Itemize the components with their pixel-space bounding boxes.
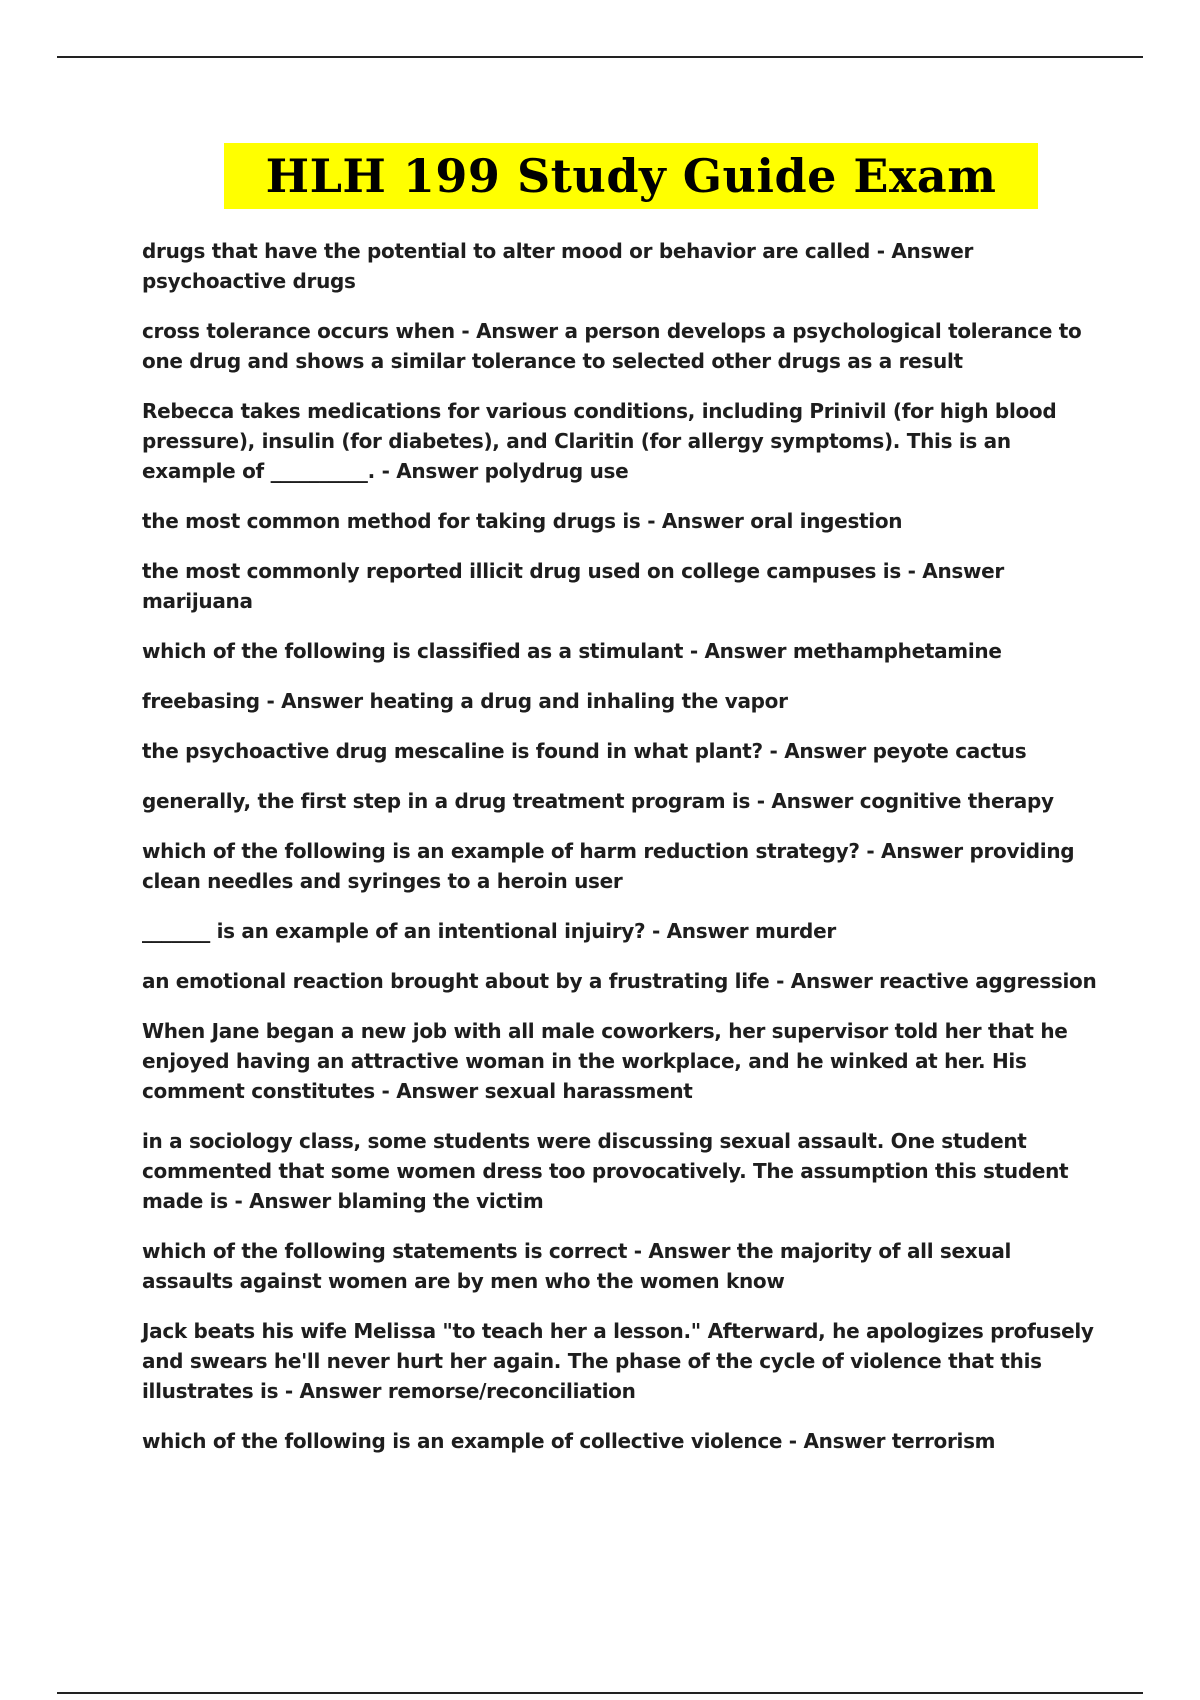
qa-item: When Jane began a new job with all male coworkers, her supervisor told her that he enjoyed having an attractive woman in the workplace, and he winked at her. His comment constitutes - Answer sexual harassment	[142, 1019, 1068, 1103]
qa-item: which of the following is an example of collective violence - Answer terrorism	[142, 1429, 996, 1453]
qa-item: _______ is an example of an intentional injuiry? - Answer murder	[142, 919, 836, 943]
qa-item: an emotional reaction brought about by a frustrating life - Answer reactive aggression	[142, 969, 1097, 993]
qa-item: freebasing - Answer heating a drug and inhaling the vapor	[142, 689, 788, 713]
question-answer-list	[142, 236, 1102, 1476]
qa-item: drugs that have the potential to alter mood or behavior are called - Answer psychoactive drugs	[142, 239, 974, 293]
qa-item: cross tolerance occurs when - Answer a person develops a psychological tolerance to one drug and shows a similar tolerance to selected other drugs as a result	[142, 319, 1082, 373]
qa-item: the most common method for taking drugs is - Answer oral ingestion	[142, 509, 903, 533]
qa-item: Rebecca takes medications for various conditions, including Prinivil (for high blood pressure), insulin (for diabetes), and Claritin (for allergy symptoms). This is an example of __________. - Answer polydrug use	[142, 399, 1057, 483]
qa-item: generally, the first step in a drug treatment program is - Answer cognitive therapy	[142, 789, 1054, 813]
footer-rule	[57, 1692, 1143, 1694]
qa-item: Jack beats his wife Melissa "to teach her a lesson." Afterward, he apologizes profusely and swears he'll never hurt her again. The phase of the cycle of violence that this illustrates is - Answer remorse/reconciliation	[142, 1319, 1094, 1403]
header-rule	[57, 56, 1143, 58]
title-highlight	[224, 143, 1038, 209]
qa-item: which of the following is an example of harm reduction strategy? - Answer providing clean needles and syringes to a heroin user	[142, 839, 1075, 893]
qa-item: the most commonly reported illicit drug used on college campuses is - Answer marijuana	[142, 559, 1004, 613]
document-title: HLH 199 Study Guide Exam	[265, 149, 997, 203]
qa-item: which of the following is classified as a stimulant - Answer methamphetamine	[142, 639, 1002, 663]
qa-item: the psychoactive drug mescaline is found in what plant? - Answer peyote cactus	[142, 739, 1027, 763]
qa-item: which of the following statements is correct - Answer the majority of all sexual assaults against women are by men who the women know	[142, 1239, 1012, 1293]
qa-item: in a sociology class, some students were discussing sexual assault. One student commented that some women dress too provocatively. The assumption this student made is - Answer blaming the victim	[142, 1129, 1069, 1213]
